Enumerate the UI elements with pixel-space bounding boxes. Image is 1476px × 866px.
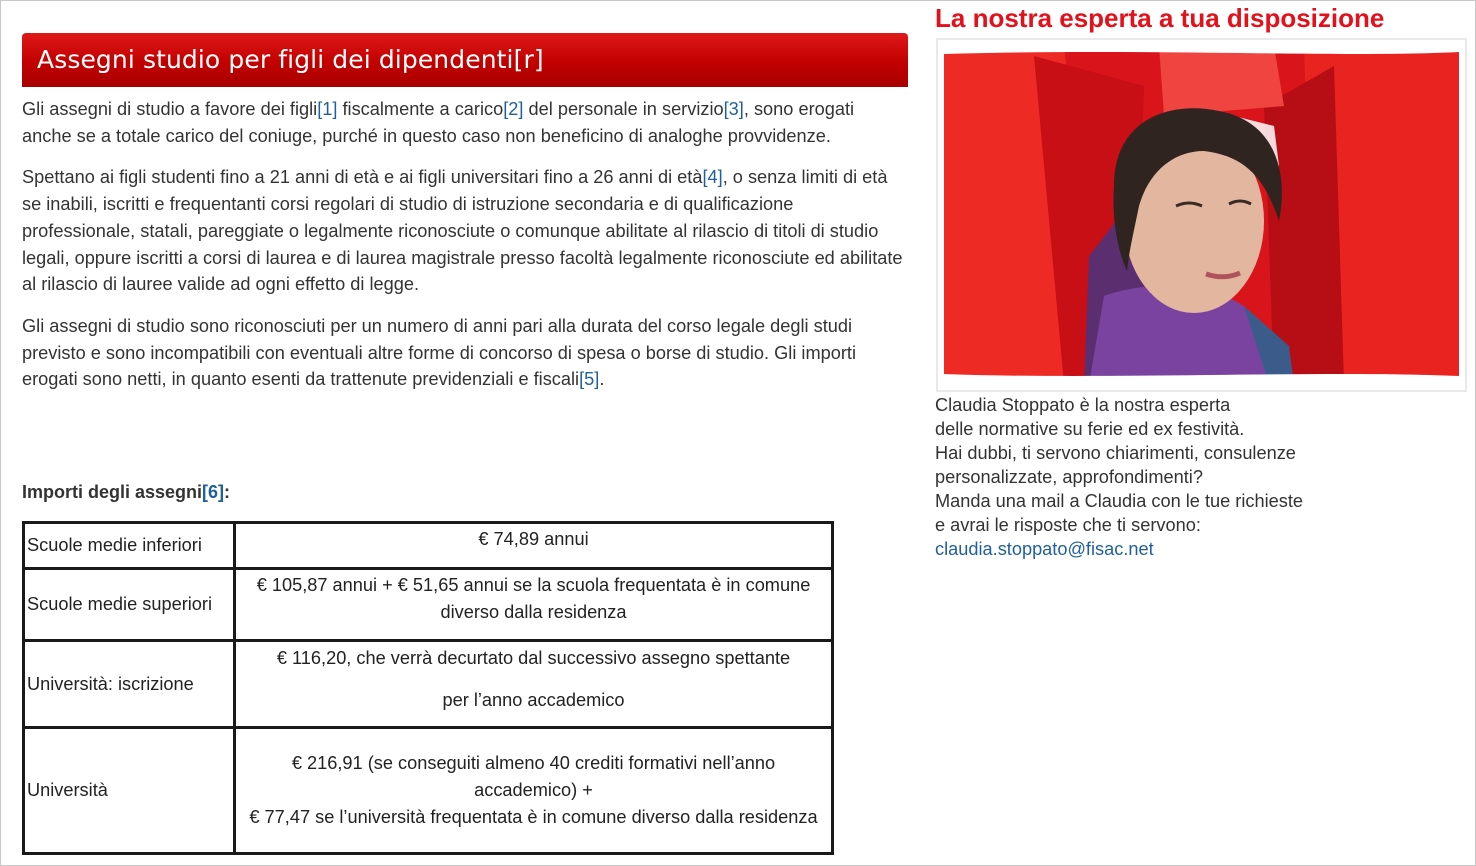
row-label: Scuole medie superiori [24,569,235,641]
amounts-table [22,521,834,855]
footnote-link-6[interactable]: [6] [202,482,225,502]
paragraph-3: Gli assegni di studio sono riconosciuti per un numero di anni pari alla durata del corso legale degli studi previsto e sono incompatibili con eventuali altre forme di concorso di spesa o borse di studio. Gli importi erogati sono netti, in quanto esenti da trattenute previdenziali e fiscali[5]. [22,315,857,390]
paragraph-1: Gli assegni di studio a favore dei figli[1] fiscalmente a carico[2] del personale in servizio[3], sono erogati anche se a totale carico del coniuge, purché in questo caso non beneficino di analoghe provvidenze. [22,99,855,146]
row-label: Scuole medie inferiori [24,523,235,569]
sidebar-line: personalizzate, approfondimenti? [935,467,1203,487]
footnote-link-1[interactable]: [1] [317,99,338,119]
footnote-link-2[interactable]: [2] [503,99,524,119]
sidebar-line: Manda una mail a Claudia con le tue richieste [935,491,1304,511]
row-value: € 116,20, che verrà decurtato dal successivo assegno spettante per l’anno accademico [235,641,833,728]
table-row [24,523,833,569]
row-value: € 74,89 annui [235,523,833,569]
row-value: € 105,87 annui + € 51,65 annui se la scuola frequentata è in comune diverso dalla residenza [235,569,833,641]
table-row [24,728,833,854]
footnote-link-3[interactable]: [3] [723,99,744,119]
paragraph-2: Spettano ai figli studenti fino a 21 anni di età e ai figli universitari fino a 26 anni di età[4], o senza limiti di età se inabili, iscritti e frequentanti corsi regolari di studio di istruzione secondaria e di qualificazione professionale, statali, pareggiate o legalmente riconosciute o comunque abilitate al rilascio di titoli di studio legali, oppure iscritti a corsi di laurea e di laurea magistrale presso facoltà legalmente riconosciute ed abilitate al rilascio di lauree valide ad ogni effetto di legge. [22,167,903,295]
table-row [24,569,833,641]
row-label: Università [24,728,235,854]
email-link[interactable]: claudia.stoppato@fisac.net [935,539,1154,559]
row-value: € 216,91 (se conseguiti almeno 40 crediti formativi nell’anno accademico) + € 77,47 se l’università frequentata è in comune diverso dalla residenza [235,728,833,854]
expert-photo [938,40,1465,390]
page-title: Assegni studio per figli dei dipendenti[r] [22,33,908,87]
sidebar-text [935,393,1303,561]
sidebar-line: e avrai le risposte che ti servono: [935,515,1201,535]
sidebar-line: Claudia Stoppato è la nostra esperta [935,395,1231,415]
main-content [22,33,908,393]
sidebar-line: Hai dubbi, ti servono chiarimenti, consulenze [935,443,1296,463]
expert-photo-image [944,46,1459,384]
sidebar-title: La nostra esperta a tua disposizione [935,3,1385,33]
footnote-link-5[interactable]: [5] [579,369,600,390]
amounts-heading: Importi degli assegni[6]: [22,482,231,502]
table-row [24,641,833,728]
row-label: Università: iscrizione [24,641,235,728]
footnote-link-4[interactable]: [4] [702,167,723,188]
sidebar-line: delle normative su ferie ed ex festività. [935,419,1245,439]
